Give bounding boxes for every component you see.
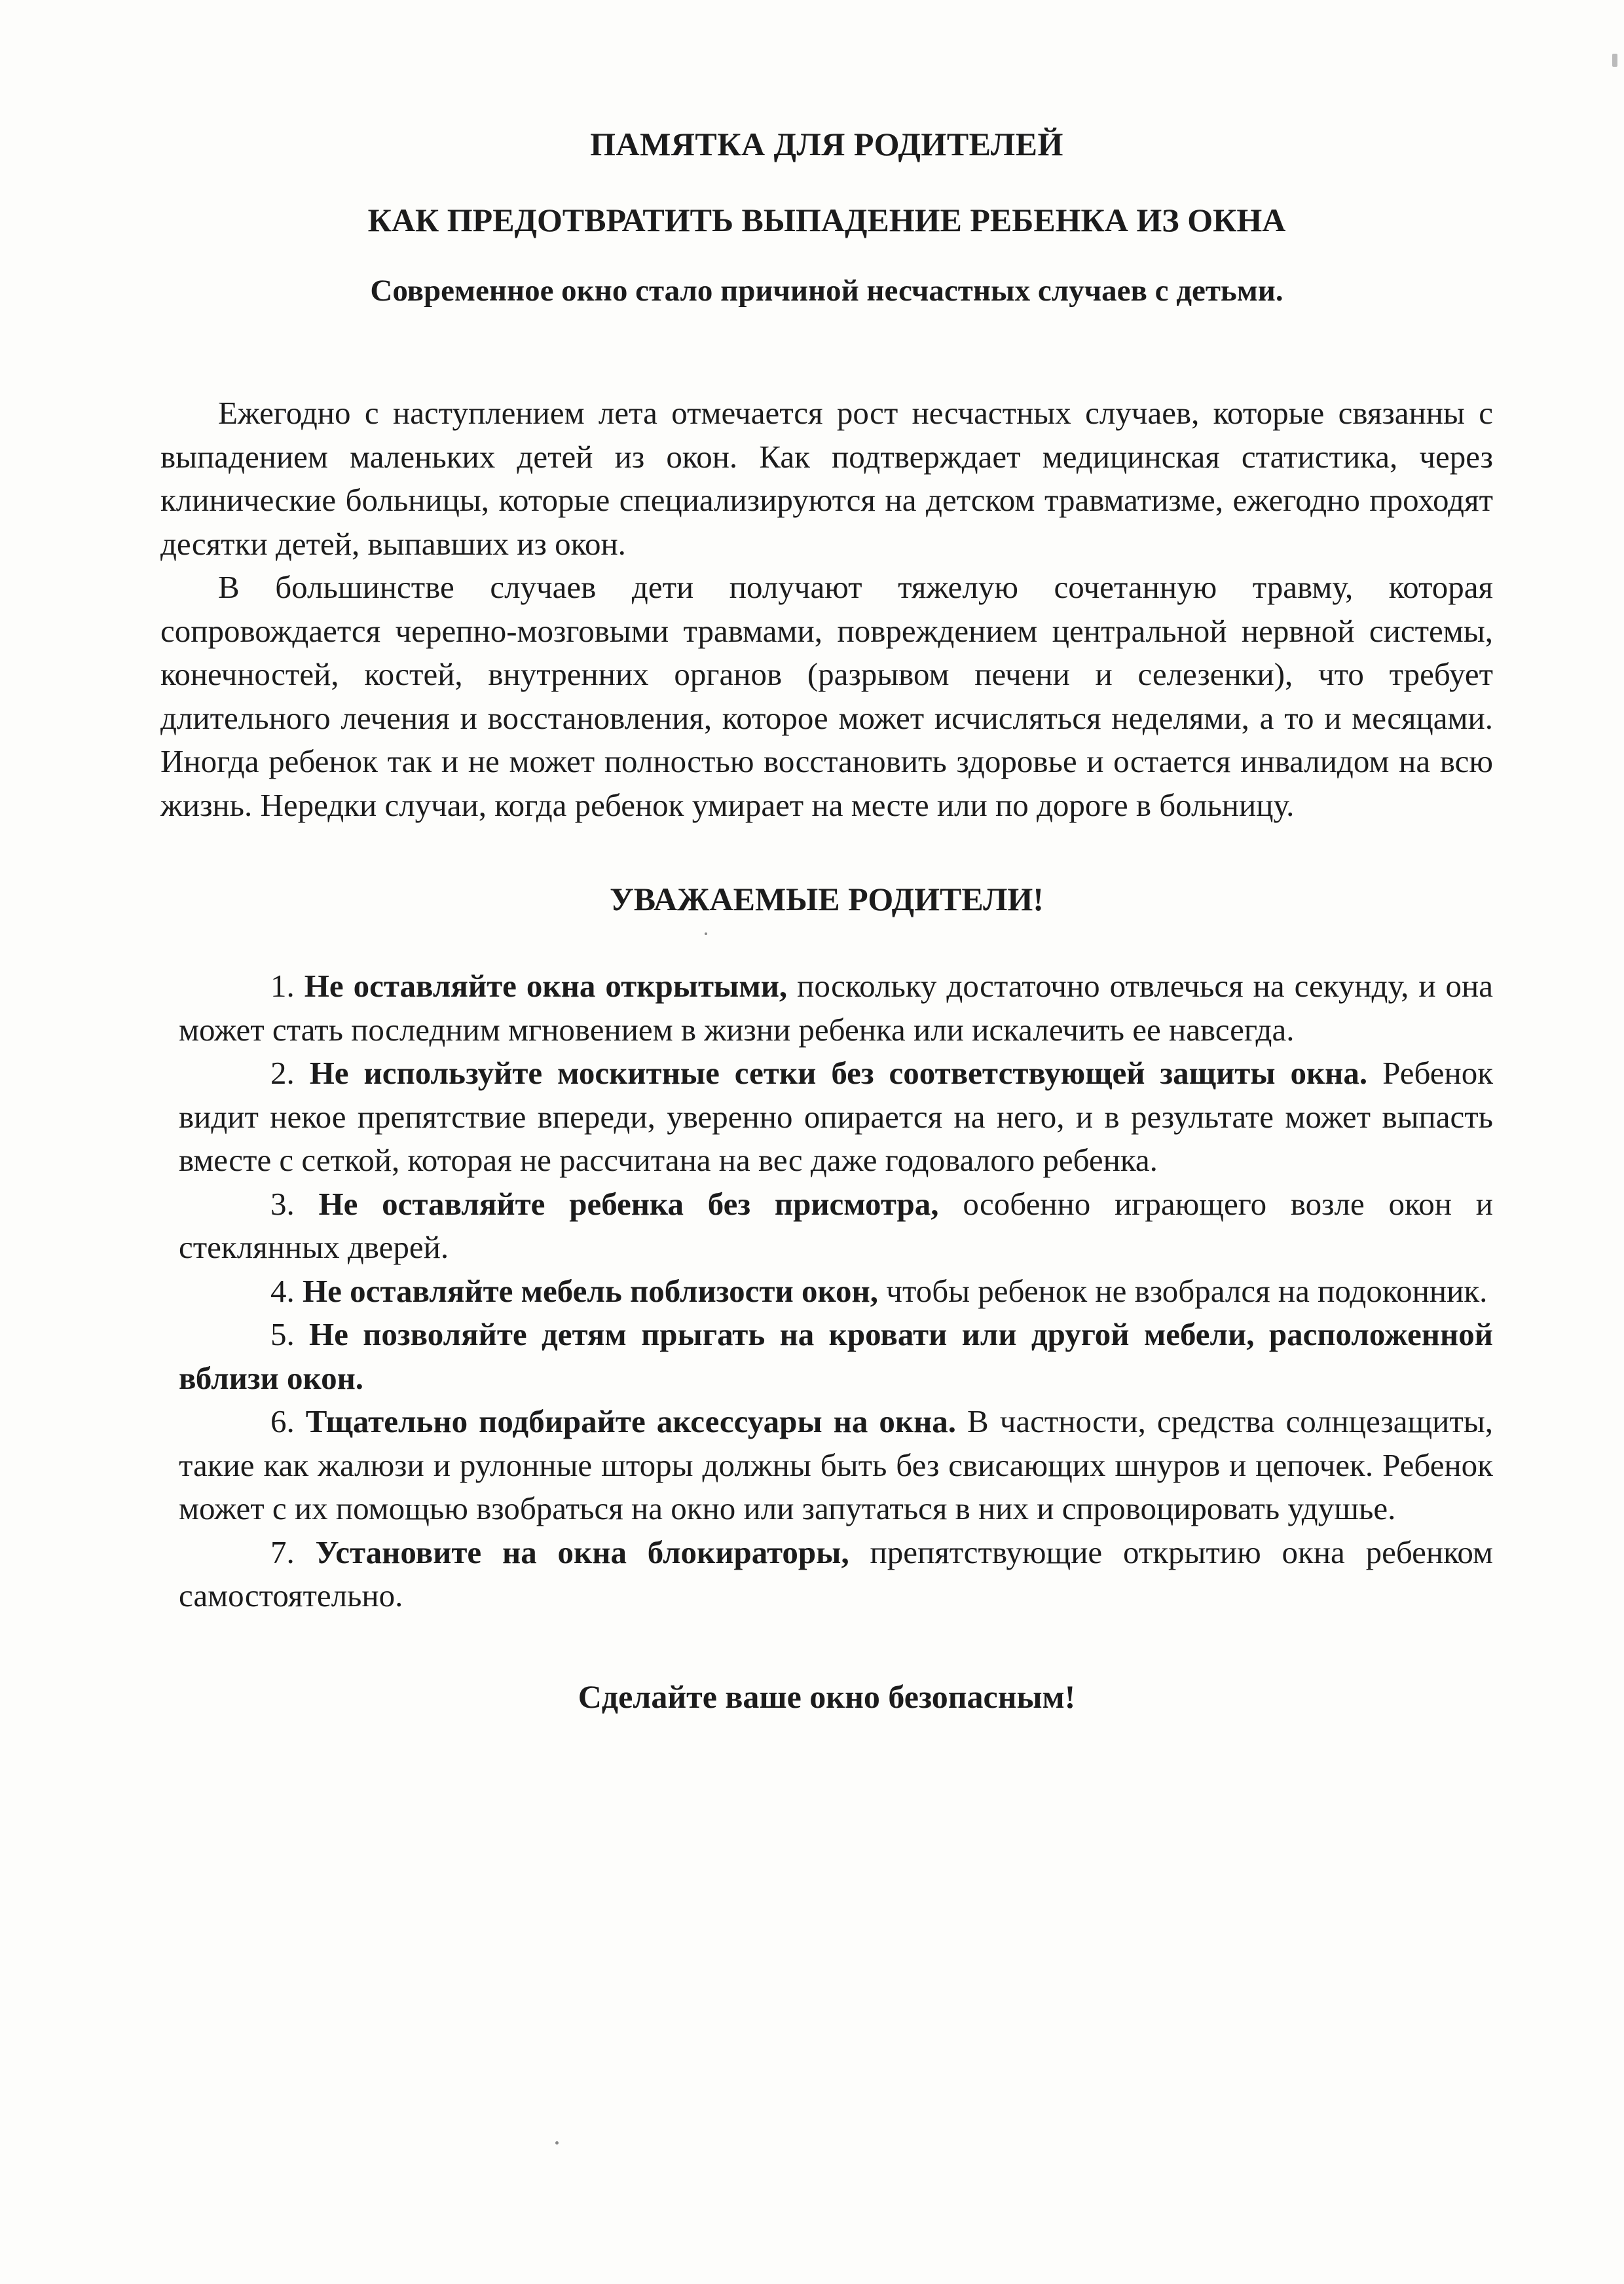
list-item-bold: Не позволяйте детям прыгать на кровати или другой мебели, расположенной вблизи окон. [179, 1316, 1494, 1396]
intro-paragraph-2: В большинстве случаев дети получают тяжелую сочетанную травму, которая сопровождается черепно-мозговыми травмами, повреждением центральной нервной системы, конечностей, костей, внутренних органов (разрывом печени и селезенки), что требует длительного лечения и восстановления, которое может исчисляться неделями, а то и месяцами. Иногда ребенок так и не может полностью восстановить здоровье и остается инвалидом на всю жизнь. Нередки случаи, когда ребенок умирает на месте или по дороге в больницу. [160, 569, 1493, 823]
scan-speck [705, 932, 707, 935]
list-item-text: препятствующие открытию окна ребенком самостоятельно. [179, 1534, 1494, 1613]
list-item-number: 1. [270, 968, 295, 1004]
list-item [179, 1531, 1493, 1618]
scan-speck [1612, 54, 1617, 67]
list-item-bold: Тщательно подбирайте аксессуары на окна. [305, 1403, 957, 1439]
list-item-number: 5. [270, 1316, 295, 1352]
list-item-bold: Не оставляйте ребенка без присмотра, [318, 1185, 939, 1222]
document-heading: КАК ПРЕДОТВРАТИТЬ ВЫПАДЕНИЕ РЕБЕНКА ИЗ ОКНА [367, 202, 1286, 238]
list-item-text: поскольку достаточно отвлечься на секунду, и она может стать последним мгновением в жизни ребенка или искалечить ее навсегда. [179, 968, 1494, 1048]
list-item-text: особенно играющего возле окон и стеклянных дверей. [179, 1185, 1493, 1265]
list-item [179, 1270, 1493, 1314]
document-title: ПАМЯТКА ДЛЯ РОДИТЕЛЕЙ [590, 126, 1063, 162]
document-content [160, 118, 1493, 1723]
list-item-bold: Не оставляйте окна открытыми, [304, 968, 788, 1004]
recommendations-list [160, 965, 1493, 1618]
list-item-bold: Не используйте москитные сетки без соответствующей защиты окна. [309, 1055, 1368, 1091]
section-title: УВАЖАЕМЫЕ РОДИТЕЛИ! [610, 881, 1044, 917]
list-item-number: 6. [270, 1403, 295, 1439]
scan-speck [555, 2141, 559, 2145]
list-item-bold: Не оставляйте мебель поблизости окон, [303, 1272, 879, 1309]
list-item [179, 1052, 1493, 1183]
list-item-number: 3. [270, 1185, 295, 1222]
intro-paragraph-1: Ежегодно с наступлением лета отмечается рост несчастных случаев, которые связанны с выпадением маленьких детей из окон. Как подтверждает медицинская статистика, через клинические больницы, которые специализируются на детском травматизме, ежегодно проходят десятки детей, выпавших из окон. [160, 395, 1493, 562]
list-item [179, 1313, 1493, 1400]
list-item-number: 4. [270, 1272, 295, 1309]
list-item [179, 1183, 1493, 1270]
list-item-text: чтобы ребенок не взобрался на подоконник. [878, 1272, 1488, 1309]
list-item-text: В частности, средства солнцезащиты, такие как жалюзи и рулонные шторы должны быть без свисающих шнуров и цепочек. Ребенок может с их помощью взобраться на окно или запутаться в них и спровоцировать удушье. [179, 1403, 1493, 1526]
list-item [179, 1400, 1493, 1531]
list-item-text: Ребенок видит некое препятствие впереди, уверенно опирается на него, и в результате может выпасть вместе с сеткой, которая не рассчитана на вес даже годовалого ребенка. [179, 1055, 1494, 1178]
document-subheading: Современное окно стало причиной несчастных случаев с детьми. [370, 274, 1283, 308]
list-item-number: 7. [270, 1534, 295, 1570]
closing-line: Сделайте ваше окно безопасным! [578, 1678, 1076, 1715]
list-item-bold: Установите на окна блокираторы, [315, 1534, 849, 1570]
list-item-number: 2. [270, 1055, 295, 1091]
list-item [179, 965, 1493, 1052]
